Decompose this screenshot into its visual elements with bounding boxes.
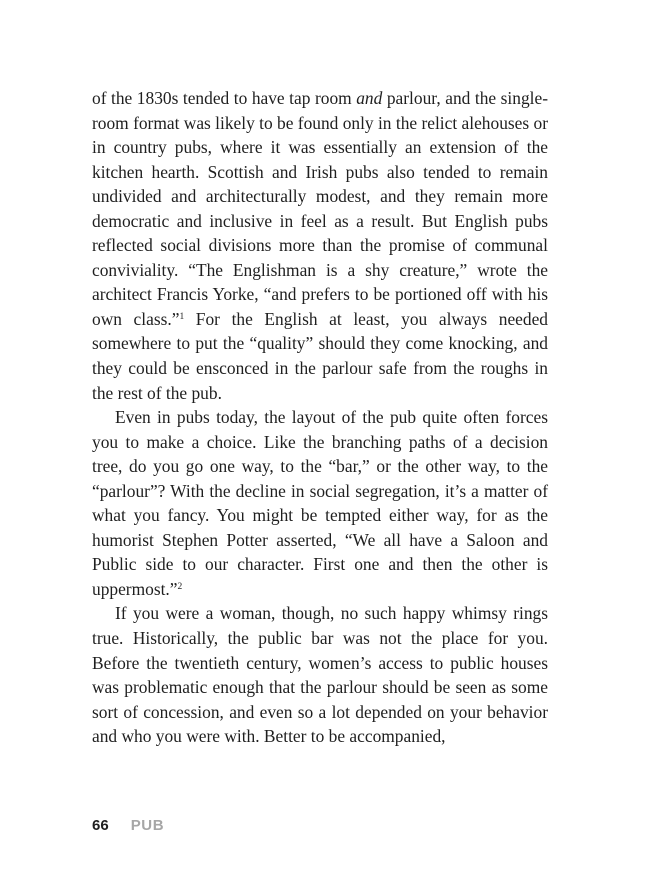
paragraph-3: [92, 601, 548, 748]
footnote-reference-2: 2: [177, 581, 183, 592]
text-segment: For the English at least, you always needed somewhere to put the “quality” should they come knocking, and they could be ensconced in the parlour safe from the roughs in the rest of the pub.: [92, 308, 548, 403]
page-number: 66: [92, 817, 109, 834]
body-text: [92, 86, 548, 749]
italic-text: and: [356, 88, 383, 108]
footnote-reference-1: 1: [179, 311, 185, 322]
text-segment: If you were a woman, though, no such happy whimsy rings true. Historically, the public bar was not the place for you. Before the twentieth century, women’s access to public houses was problematic enough that the parlour should be seen as some sort of concession, and even so a lot depended on your behavior and who you were with. Better to be accompanied,: [92, 603, 548, 747]
text-segment: of the 1830s tended to have tap room: [92, 88, 357, 108]
page-footer: [92, 817, 164, 834]
paragraph-2: [92, 405, 548, 601]
paragraph-1: [92, 86, 548, 405]
running-head: PUB: [130, 817, 165, 834]
text-segment: Even in pubs today, the layout of the pub quite often forces you to make a choice. Like the branching paths of a decision tree, do you go one way, to the “bar,” or the other way, to the “parlour”? With the decline in social segregation, it’s a matter of what you fancy. You might be tempted either way, for as the humorist Stephen Potter asserted, “We all have a Saloon and Public side to our character. First one and then the other is uppermost.”: [92, 407, 548, 599]
text-segment: parlour, and the single-room format was likely to be found only in the relict alehouses or in country pubs, where it was essentially an extension of the kitchen hearth. Scottish and Irish pubs also tended to remain undivided and architecturally modest, and they remain more democratic and inclusive in feel as a result. But English pubs reflected social divisions more than the promise of communal conviviality. “The Englishman is a shy creature,” wrote the architect Francis Yorke, “and prefers to be portioned off with his own class.”: [92, 88, 548, 329]
